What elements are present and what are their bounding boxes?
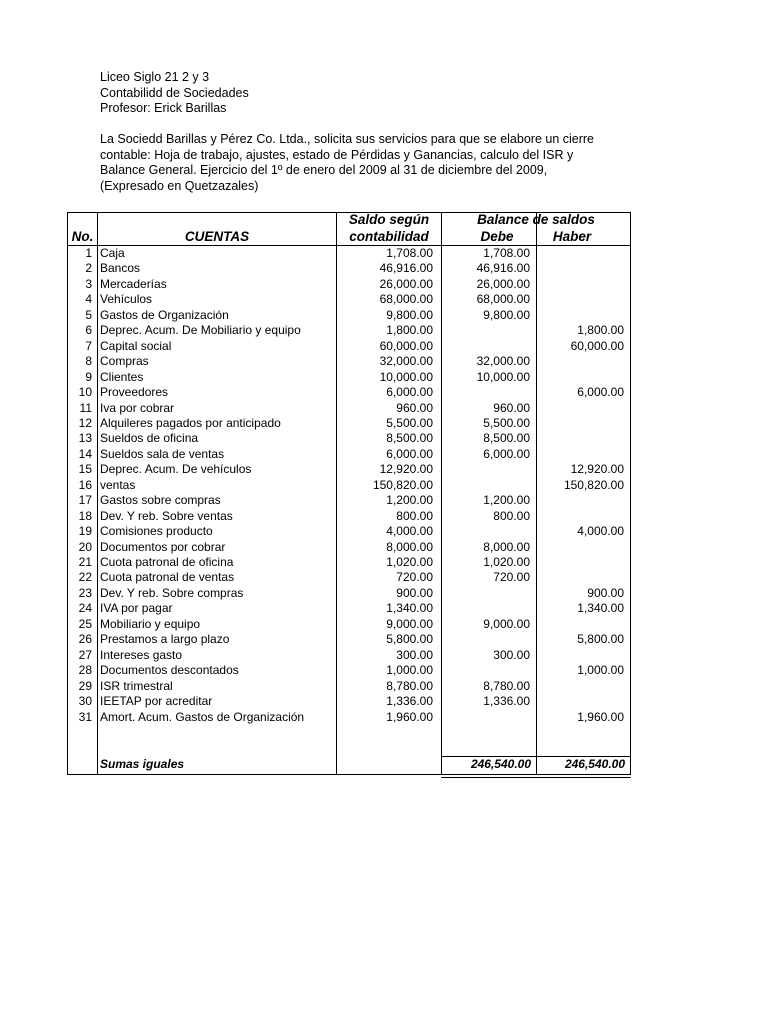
total-debe: 246,540.00 [470, 757, 531, 771]
table-border-bottom [67, 774, 631, 775]
row-cuenta: Dev. Y reb. Sobre ventas [100, 508, 233, 523]
row-saldo: 5,800.00 [386, 632, 433, 647]
row-saldo: 960.00 [396, 400, 433, 415]
row-cuenta: Documentos por cobrar [100, 539, 226, 554]
row-saldo: 46,916.00 [379, 261, 433, 276]
row-no: 28 [78, 663, 92, 678]
row-cuenta: Caja [100, 246, 125, 260]
row-cuenta: Cuota patronal de oficina [100, 555, 234, 569]
row-cuenta: Clientes [100, 369, 144, 384]
row-saldo: 1,800.00 [386, 323, 433, 338]
header-cuentas: CUENTAS [184, 229, 250, 244]
row-debe: 10,000.00 [476, 369, 530, 384]
header-saldo-line2: contabilidad [349, 229, 429, 244]
professor-name: Profesor: Erick Barillas [100, 101, 227, 115]
row-no: 29 [78, 678, 92, 693]
row-no: 27 [78, 647, 92, 662]
row-no: 25 [78, 616, 92, 631]
row-haber: 1,960.00 [577, 709, 624, 724]
row-cuenta: ventas [100, 477, 136, 492]
row-cuenta: Iva por cobrar [100, 400, 175, 415]
row-debe: 800.00 [493, 508, 530, 523]
row-debe: 8,780.00 [483, 678, 530, 693]
row-no: 31 [78, 709, 92, 724]
row-saldo: 1,340.00 [386, 601, 433, 616]
intro-line-2: contable: Hoja de trabajo, ajustes, estado de Pérdidas y Ganancias, calculo del ISR y [100, 147, 574, 162]
row-no: 16 [78, 477, 92, 492]
row-no: 20 [78, 539, 92, 554]
header-haber: Haber [552, 229, 592, 244]
row-debe: 9,800.00 [483, 307, 530, 322]
row-cuenta: Amort. Acum. Gastos de Organización [100, 709, 305, 724]
col-divider-no [97, 212, 98, 775]
row-no: 26 [78, 632, 92, 647]
row-cuenta: Gastos sobre compras [100, 493, 221, 508]
row-saldo: 12,920.00 [379, 462, 433, 477]
row-saldo: 800.00 [396, 508, 433, 523]
row-haber: 4,000.00 [577, 524, 624, 539]
row-debe: 1,336.00 [483, 694, 530, 709]
row-no: 9 [85, 369, 92, 384]
row-saldo: 720.00 [396, 570, 433, 585]
row-no: 1 [85, 246, 92, 260]
row-haber: 150,820.00 [563, 477, 624, 492]
row-saldo: 5,500.00 [386, 415, 433, 430]
col-divider-debe [536, 212, 537, 775]
row-saldo: 26,000.00 [379, 276, 433, 291]
row-debe: 32,000.00 [476, 354, 530, 369]
row-cuenta: Gastos de Organización [100, 307, 229, 322]
row-no: 24 [78, 601, 92, 616]
row-cuenta: ISR trimestral [100, 678, 173, 693]
row-cuenta: Capital social [100, 338, 172, 353]
row-debe: 68,000.00 [476, 292, 530, 307]
row-haber: 12,920.00 [570, 462, 624, 477]
row-no: 22 [78, 570, 92, 585]
row-no: 17 [78, 493, 92, 508]
row-no: 13 [78, 431, 92, 446]
row-haber: 5,800.00 [577, 632, 624, 647]
totals-underline-2 [441, 777, 631, 778]
row-no: 2 [85, 261, 92, 276]
row-no: 10 [78, 385, 92, 400]
row-no: 12 [78, 415, 92, 430]
row-debe: 6,000.00 [483, 446, 530, 461]
total-haber: 246,540.00 [564, 757, 625, 771]
row-saldo: 150,820.00 [372, 477, 433, 492]
row-cuenta: Intereses gasto [100, 647, 183, 662]
row-cuenta: Mobiliario y equipo [100, 616, 201, 631]
intro-line-1: La Sociedd Barillas y Pérez Co. Ltda., solicita sus servicios para que se elabore un cierre [100, 132, 595, 146]
row-haber: 1,800.00 [577, 323, 624, 338]
row-no: 30 [78, 694, 92, 709]
row-saldo: 68,000.00 [379, 292, 433, 307]
row-saldo: 1,020.00 [386, 555, 433, 569]
row-cuenta: IEETAP por acreditar [100, 694, 213, 709]
row-saldo: 300.00 [396, 647, 433, 662]
row-cuenta: IVA por pagar [100, 601, 173, 616]
row-no: 19 [78, 524, 92, 539]
row-no: 5 [85, 307, 92, 322]
row-saldo: 9,800.00 [386, 307, 433, 322]
header-debe: Debe [480, 229, 514, 244]
row-haber: 1,000.00 [577, 663, 624, 678]
row-saldo: 1,960.00 [386, 709, 433, 724]
row-saldo: 4,000.00 [386, 524, 433, 539]
row-no: 23 [78, 585, 92, 600]
row-cuenta: Dev. Y reb. Sobre compras [100, 585, 244, 600]
row-cuenta: Proveedores [100, 385, 169, 400]
row-debe: 8,000.00 [483, 539, 530, 554]
row-cuenta: Documentos descontados [100, 663, 239, 678]
row-cuenta: Comisiones producto [100, 524, 213, 539]
course-name: Contabilidd de Sociedades [100, 85, 249, 100]
row-no: 21 [78, 555, 92, 569]
row-saldo: 60,000.00 [379, 338, 433, 353]
school-name: Liceo Siglo 21 2 y 3 [100, 70, 210, 84]
row-no: 4 [85, 292, 92, 307]
row-saldo: 10,000.00 [379, 369, 433, 384]
row-no: 8 [85, 354, 92, 369]
row-haber: 6,000.00 [577, 385, 624, 400]
row-debe: 8,500.00 [483, 431, 530, 446]
row-no: 11 [79, 400, 92, 415]
row-debe: 960.00 [493, 400, 530, 415]
row-debe: 720.00 [493, 570, 530, 585]
row-saldo: 1,708.00 [386, 246, 433, 260]
row-saldo: 6,000.00 [386, 385, 433, 400]
header-saldo-line1: Saldo según [348, 212, 430, 227]
row-saldo: 32,000.00 [379, 354, 433, 369]
row-cuenta: Prestamos a largo plazo [100, 632, 230, 647]
row-debe: 46,916.00 [476, 261, 530, 276]
row-cuenta: Cuota patronal de ventas [100, 570, 235, 585]
totals-label: Sumas iguales [100, 757, 185, 771]
row-haber: 60,000.00 [570, 338, 624, 353]
row-cuenta: Alquileres pagados por anticipado [100, 415, 281, 430]
row-saldo: 8,000.00 [386, 539, 433, 554]
row-saldo: 1,000.00 [386, 663, 433, 678]
row-debe: 1,708.00 [483, 246, 530, 260]
row-haber: 900.00 [587, 585, 624, 600]
row-no: 18 [78, 508, 92, 523]
intro-line-3: Balance General. Ejercicio del 1º de enero del 2009 al 31 de diciembre del 2009, [100, 163, 548, 177]
row-saldo: 1,336.00 [386, 694, 433, 709]
row-cuenta: Vehículos [100, 292, 153, 307]
row-saldo: 900.00 [396, 585, 433, 600]
row-cuenta: Deprec. Acum. De vehículos [100, 462, 252, 477]
row-cuenta: Deprec. Acum. De Mobiliario y equipo [100, 323, 301, 338]
row-no: 3 [85, 276, 92, 291]
row-debe: 26,000.00 [476, 276, 530, 291]
row-saldo: 8,780.00 [386, 678, 433, 693]
header-no: No. [71, 229, 94, 244]
row-saldo: 1,200.00 [386, 493, 433, 508]
row-cuenta: Compras [100, 354, 149, 369]
row-saldo: 6,000.00 [386, 446, 433, 461]
row-no: 7 [85, 338, 92, 353]
row-cuenta: Bancos [100, 261, 141, 276]
row-cuenta: Sueldos de oficina [100, 431, 199, 446]
row-cuenta: Mercaderías [100, 276, 167, 291]
row-debe: 1,200.00 [483, 493, 530, 508]
row-cuenta: Sueldos sala de ventas [100, 446, 225, 461]
row-debe: 9,000.00 [483, 616, 530, 631]
intro-line-4: (Expresado en Quetzazales) [100, 178, 259, 193]
row-debe: 5,500.00 [483, 415, 530, 430]
header-balance-de-saldos: Balance de saldos [477, 212, 595, 227]
row-debe: 1,020.00 [483, 555, 530, 569]
row-no: 6 [85, 323, 92, 338]
row-saldo: 8,500.00 [386, 431, 433, 446]
row-haber: 1,340.00 [577, 601, 624, 616]
table-border-right [630, 212, 631, 775]
row-debe: 300.00 [493, 647, 530, 662]
row-no: 14 [78, 446, 92, 461]
row-no: 15 [78, 462, 92, 477]
row-saldo: 9,000.00 [386, 616, 433, 631]
